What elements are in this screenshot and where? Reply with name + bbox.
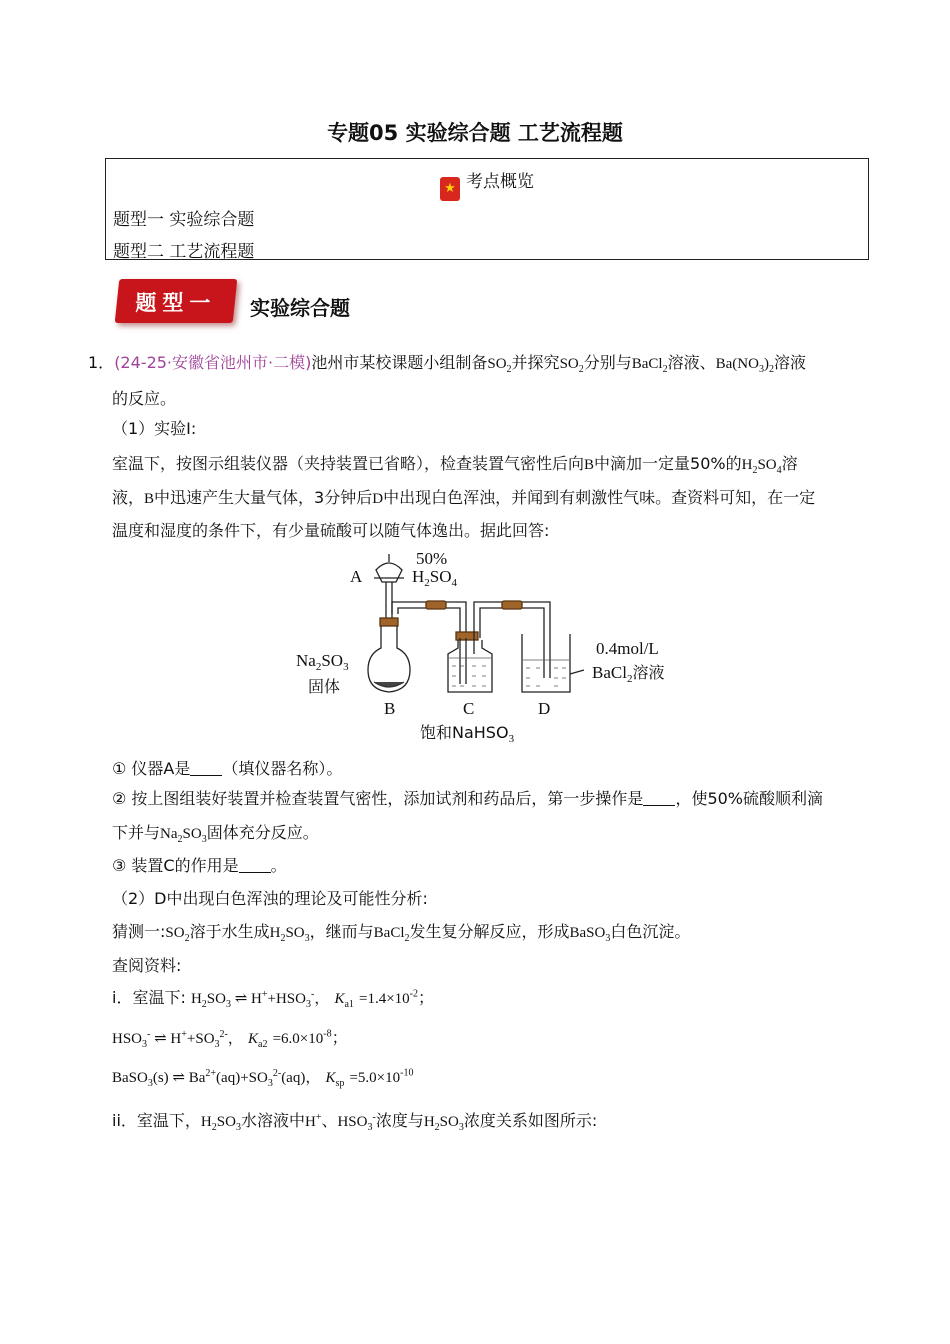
part-1-heading: （1）实验Ⅰ:	[112, 419, 197, 438]
solid-na2so3	[374, 682, 404, 687]
tube-cd-2	[480, 608, 544, 678]
separatory-funnel	[376, 563, 402, 582]
overview-heading: ★ 考点概览	[106, 167, 868, 201]
connector-2	[502, 601, 522, 609]
tube-bc-2	[398, 608, 460, 638]
label-acid-percent: 50%	[416, 549, 448, 568]
section-banner: 题型一	[115, 279, 238, 323]
label-b: B	[384, 699, 396, 718]
label-concentration: 0.4mol/L	[596, 639, 659, 658]
overview-item-2[interactable]: 题型二 工艺流程题	[113, 242, 255, 262]
stopper-b	[380, 618, 398, 626]
apparatus-diagram	[288, 548, 688, 748]
question-line-2: 的反应。	[112, 389, 177, 408]
label-acid-formula: $H_2SO_4$	[412, 567, 458, 589]
equation-2: $HSO_3^-$ ⇌ $H^++SO_3^{2-}$， $K_{a2} =6.0\times 10^{-8}$；	[112, 1028, 348, 1051]
subq-2-cont: 下并与$Na_2SO_3$固体充分反应。	[112, 823, 319, 845]
connector-1	[426, 601, 446, 609]
section-title: 实验综合题	[250, 296, 350, 320]
label-bacl2: BaCl$_2$溶液	[592, 663, 665, 685]
part-1-line-1: 室温下，按图示组装仪器（夹持装置已省略），检查装置气密性后向B中滴加一定量50%的$H_2SO_4$溶	[112, 454, 798, 476]
guess-1: 猜测一$:SO_2$溶于水生成$H_2SO_3$，继而与BaCl$_2$发生复分解反应，形成BaSO$_3$白色沉淀。	[112, 922, 691, 944]
answer-blank-2[interactable]	[643, 791, 675, 806]
label-solid: 固体	[308, 677, 341, 696]
stopper-c	[456, 632, 478, 640]
part-2-heading: （2）D中出现白色浑浊的理论及可能性分析:	[112, 889, 428, 908]
reference-ii: ii．室温下，$H_2SO_3$水溶液中H+、$HSO_3^-$浓度与$H_2SO_3$浓度关系如图所示:	[112, 1111, 598, 1133]
subq-1: ① 仪器A是 （填仪器名称）。	[112, 759, 343, 778]
part-1-line-3: 温度和湿度的条件下，有少量硫酸可以随气体逸出。据此回答:	[112, 521, 550, 540]
book-icon: ★	[440, 177, 460, 201]
answer-blank-1[interactable]	[190, 761, 222, 776]
subq-2: ② 按上图组装好装置并检查装置气密性，添加试剂和药品后，第一步操作是 ，使50%硫酸顺利滴	[112, 789, 824, 808]
answer-blank-3[interactable]	[239, 858, 271, 873]
page-title: 专题05 实验综合题 工艺流程题	[327, 121, 623, 145]
reference-heading: 查阅资料:	[112, 956, 182, 975]
question-line-1: 1．(24-25·安徽省池州市·二模)池州市某校课题小组制备$SO_2$并探究$SO_2$分别与BaCl$_2$溶液、$Ba(NO_3)_2$溶液	[88, 353, 806, 375]
label-na2so3: $Na_2SO_3$	[296, 651, 349, 673]
label-nahso3: 饱和NaHSO$_3$	[420, 723, 515, 745]
subq-3: ③ 装置C的作用是 。	[112, 856, 287, 875]
part-1-line-2: 液，B中迅速产生大量气体，3分钟后D中出现白色浑浊，并闻到有刺激性气味。查资料可知，在一定	[112, 488, 816, 507]
label-a: A	[350, 567, 363, 586]
label-d: D	[538, 699, 551, 718]
overview-box	[105, 158, 869, 260]
liquid-levels	[449, 658, 569, 686]
overview-item-1[interactable]: 题型一 实验综合题	[113, 210, 255, 230]
tube-cd-1	[474, 602, 550, 678]
label-c: C	[463, 699, 475, 718]
question-source: (24-25·安徽省池州市·二模)	[114, 353, 312, 372]
beaker-d	[522, 634, 570, 692]
equation-3: BaSO$_3$(s) ⇌ $Ba^{2+}(aq)+SO_3^{2-}(aq)$， $K_{sp} =5.0\times 10^{-10}$	[112, 1067, 414, 1090]
equation-1: i．室温下: $H_2SO_3$ ⇌ $H^++HSO_3^-$， $K_{a1} =1.4\times 10^{-2}$；	[112, 988, 435, 1011]
